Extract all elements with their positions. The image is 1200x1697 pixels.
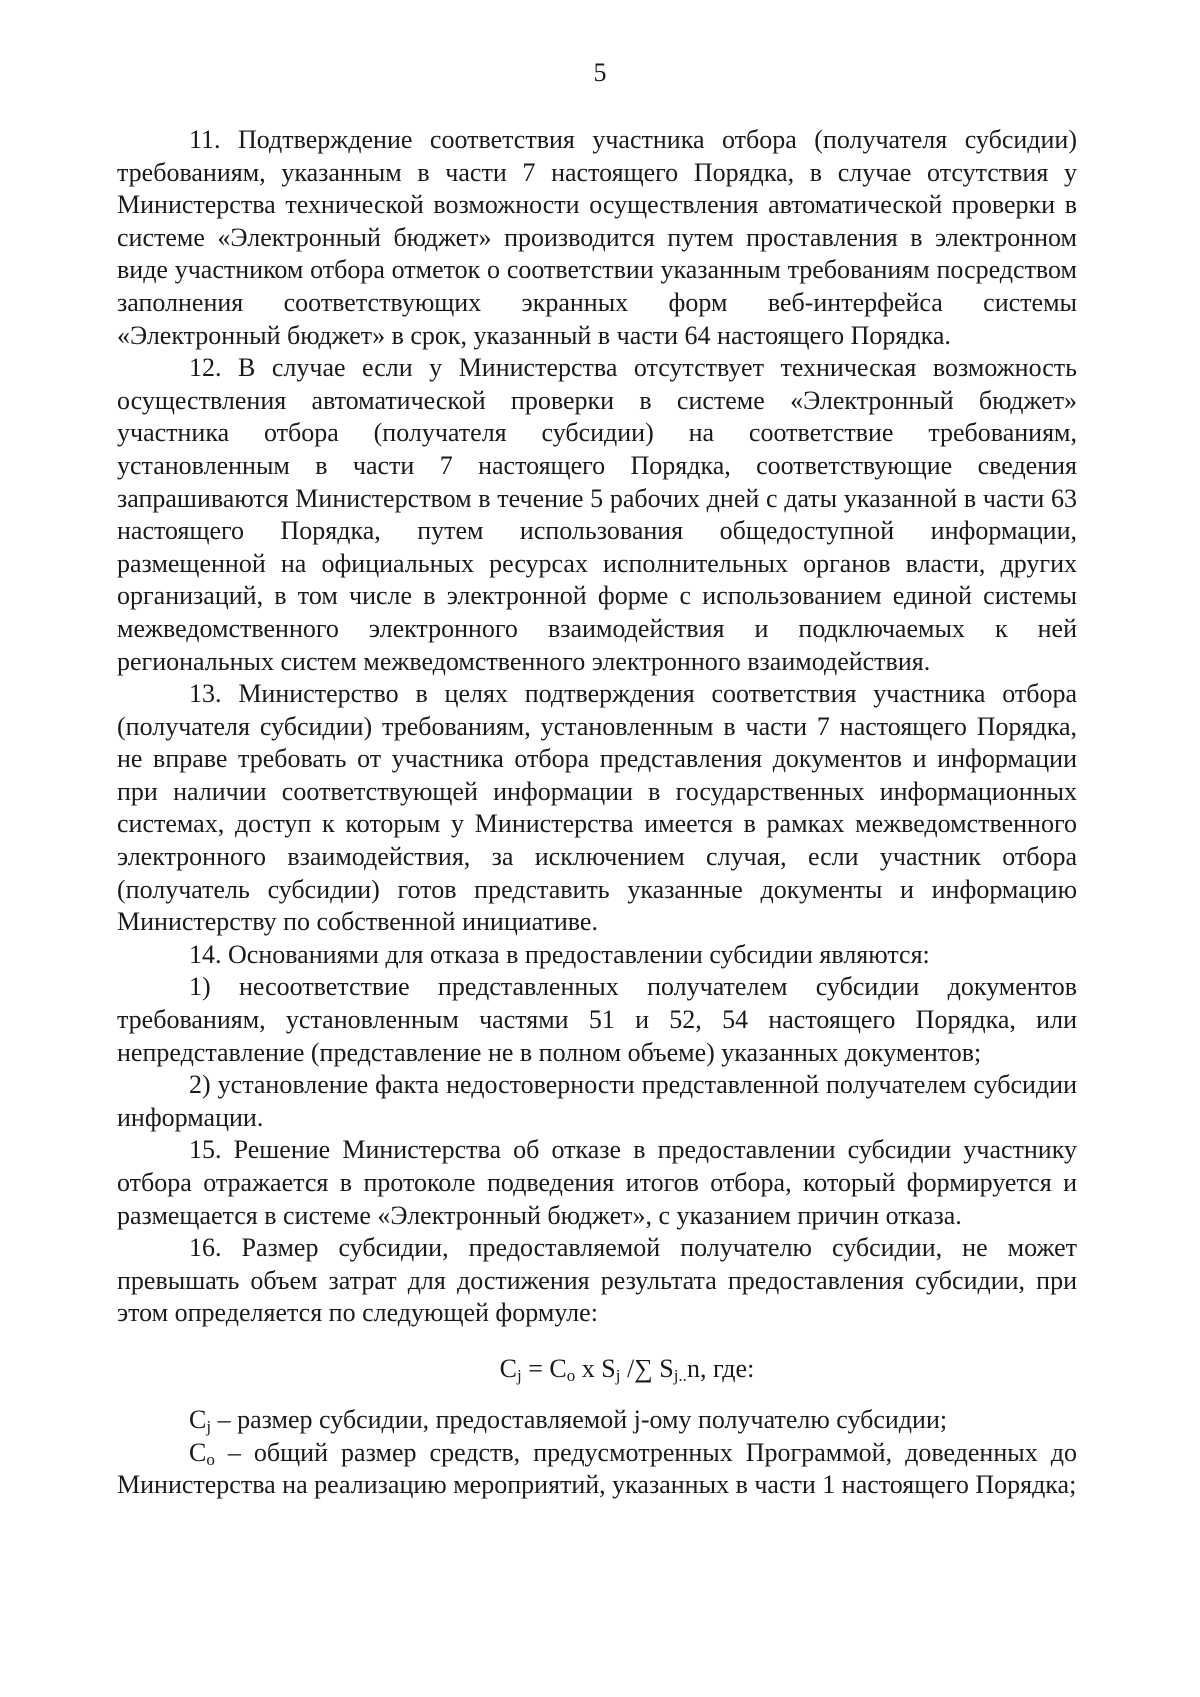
paragraph-14-item-2: 2) установление факта недостоверности представленной получателем субсидии информации.: [117, 1070, 1077, 1132]
formula-sub-j-dots: j..: [673, 1365, 687, 1385]
paragraph-14-item-1: 1) несоответствие представленных получателем субсидии документов требованиям, установленным частями 51 и 52, 54 настоящего Порядка, или непредставление (представление не в полном объеме) указанных документов;: [117, 972, 1077, 1067]
formula-sub-j: j: [517, 1365, 522, 1385]
formula-tail: n, где:: [686, 1353, 755, 1383]
formula-sub-j-2: j: [615, 1365, 621, 1385]
paragraph-16: 16. Размер субсидии, предоставляемой получателю субсидии, не может превышать объем затрат для достижения результата предоставления субсидии, при этом определяется по следующей формуле:: [117, 1233, 1077, 1328]
definition-cj-sub: j: [206, 1416, 212, 1436]
paragraph-12: 12. В случае если у Министерства отсутствует техническая возможность осуществления автоматической проверки в системе «Электронный бюджет» участника отбора (получателя субсидии) на соответствие требованиям, установленным в части 7 настоящего Порядка, соответствующие сведения запрашиваются Министерством в течение 5 рабочих дней с даты указанной в части 63 настоящего Порядка, путем использования общедоступной информации, размещенной на официальных ресурсах исполнительных органов власти, других организаций, в том числе в электронной форме с использованием единой системы межведомственного электронного взаимодействия и подключаемых к ней региональных систем межведомственного электронного взаимодействия.: [117, 353, 1077, 676]
formula-multiply: x: [575, 1353, 602, 1383]
formula-s-sum: S: [659, 1353, 674, 1383]
document-body: [117, 124, 1077, 1502]
formula-c: C: [499, 1353, 518, 1383]
paragraph-14: 14. Основаниями для отказа в предоставлении субсидии являются:: [189, 939, 930, 969]
paragraph-15: 15. Решение Министерства об отказе в предоставлении субсидии участнику отбора отражается в протоколе подведения итогов отбора, который формируется и размещается в системе «Электронный бюджет», с указанием причин отказа.: [117, 1135, 1077, 1230]
definition-cj: [117, 1404, 1077, 1437]
subsidy-formula: [117, 1352, 1077, 1386]
formula-sub-o: o: [566, 1365, 576, 1385]
paragraph-11: 11. Подтверждение соответствия участника отбора (получателя субсидии) требованиям, указанным в части 7 настоящего Порядка, в случае отсутствия у Министерства технической возможности осуществления автоматической проверки в системе «Электронный бюджет» производится путем проставления в электронном виде участником отбора отметок о соответствии указанным требованиям посредством заполнения соответствующих экранных форм веб-интерфейса системы «Электронный бюджет» в срок, указанный в части 64 настоящего Порядка.: [117, 125, 1077, 350]
formula-div-sum: /∑: [620, 1353, 660, 1383]
formula-c-total: C: [549, 1353, 567, 1383]
definition-cj-symbol: C: [189, 1404, 207, 1434]
formula-s: S: [601, 1353, 616, 1383]
definition-co-symbol: C: [189, 1437, 207, 1467]
formula-equals: =: [521, 1353, 550, 1383]
definition-cj-text: – размер субсидии, предоставляемой j-ому получателю субсидии;: [211, 1404, 948, 1434]
page-number: 5: [593, 58, 607, 87]
definition-co-text: – общий размер средств, предусмотренных Программой, доведенных до Министерства на реализацию мероприятий, указанных в части 1 настоящего Порядка;: [117, 1437, 1077, 1500]
definition-co: [117, 1437, 1077, 1502]
paragraph-13: 13. Министерство в целях подтверждения соответствия участника отбора (получателя субсидии) требованиям, установленным в части 7 настоящего Порядка, не вправе требовать от участника отбора представления документов и информации при наличии соответствующей информации в государственных информационных системах, доступ к которым у Министерства имеется в рамках межведомственного электронного взаимодействия, за исключением случая, если участник отбора (получатель субсидии) готов представить указанные документы и информацию Министерству по собственной инициативе.: [117, 679, 1077, 937]
definition-co-sub: o: [206, 1449, 215, 1469]
